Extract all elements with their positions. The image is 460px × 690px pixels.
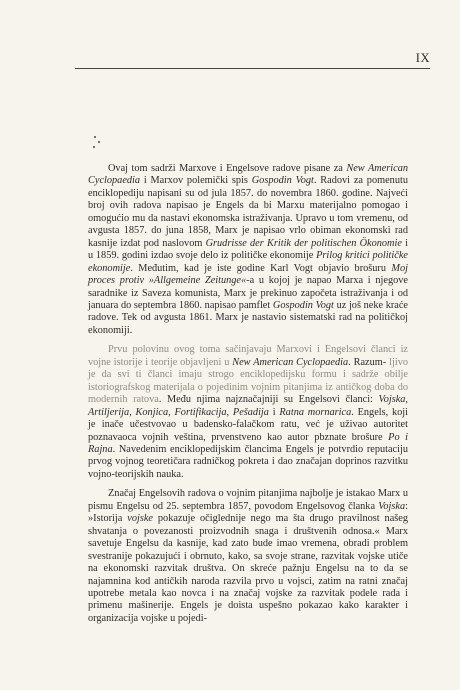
speck [94, 136, 96, 138]
text-run: i Marxov polemički spis [140, 175, 252, 187]
faded-text-run: ljivo je da svi ti članci imaju strogo enciklopedijsku formu i sadrže obilje istoriografskog materijala o pojedinim vojnim pitanjima iz antičkog doba do modernih ratova [88, 356, 408, 406]
italic-run: vojske [127, 513, 153, 525]
text-run: Značaj Engelsovih radova o vojnim pitanjima najbolje je istakao Marx u pismu Engelsu od 25. septembra 1857, povodom Engelsovog članka [88, 488, 408, 512]
faded-text-run: Prvu polovinu ovog toma sačinjavaju Marxovi i Engelsovi članci iz vojne istorije i teorije objavljeni u [88, 344, 408, 368]
text-run: uz još neke kraće radove. Tek od avgusta 1861. Marx je nastavio sistematski rad na političkoj ekonomiji. [88, 299, 408, 336]
italic-run: Grudrisse der Kritik der politischen Ökonomie [205, 237, 402, 249]
italic-run: Moj proces protiv »Allgemeine Zeitunge« [88, 262, 408, 287]
paragraph-2 [88, 344, 408, 481]
italic-run: New American Cyclopaedia [232, 356, 349, 368]
italic-run: Gospodin Vogt [272, 299, 334, 311]
paragraph-3 [88, 488, 408, 625]
text-run: : »Istorija [88, 500, 408, 525]
speck [93, 146, 95, 148]
text-run: . Razum- [348, 356, 387, 368]
text-run: pokazuje očiglednije nego ma šta drugo pravilnost našeg shvatanja o povezanosti proizvodnih snaga i društvenih odnosa.« Marx savetuje Engelsu da kasnije, kad zato bude imao vremena, obradi problem svestranije pokazujući i obrnuto, kako, sa svoje strane, razvitak vojske utiče na ekonomski razvitak društva. On skreće pažnju Engelsu na to da se najamnina kod antičkih naroda razvila prvo u vojsci, zatim na ratni značaj upotrebe metala kao novca i na značaj vojske za razvitak podele rada i primenu mašinerije. Engels je doista uspešno pokazao kako karakter i organizacija vojske u pojedi- [88, 513, 408, 624]
text-run: i [268, 406, 280, 418]
text-run: i u 1859. godini izdao svoje delo iz političke ekonomije [88, 237, 409, 262]
italic-run: Po i Rajna [88, 431, 409, 455]
body-text [88, 163, 408, 625]
page-number: IX [415, 51, 430, 65]
italic-run: Vojska, Artiljerija, Konjica, Fortifikacija, Pešadija [88, 394, 409, 418]
italic-run: Ratna mornarica [279, 406, 352, 418]
italic-run: Vojska [378, 500, 406, 512]
paragraph-1 [88, 163, 408, 337]
header-rule [75, 68, 430, 69]
text-run: . Navedenim enciklopedijskim člancima Engels je potvrdio reputaciju prvog vojnog teoretičara radničkog pokreta i dao značajan doprinos razvitku vojno-teorijskih nauka. [88, 443, 408, 480]
text-run: Ovaj tom sadrži Marxove i Engelsove radove pisane za [108, 163, 347, 174]
italic-run: New American Cyclopaedia [88, 163, 408, 187]
text-run: . Radovi za pomenutu enciklopediju napisani su od jula 1857. do novembra 1860. godine. Najveći broj ovih radova napisao je Engels da bi Marxu materijalno pomogao i omogućio mu da nastavi ekonomska istraživanja. Upravo u tom vremenu, od avgusta 1857. do juna 1858, Marx je napisao vrlo obiman ekonomski rad kasnije izdat pod naslovom [88, 175, 408, 249]
text-run: -a u kojoj je napao Marxa i njegove saradnike iz Saveza komunista, Marx je prekinuo započeta istraživanja i od januara do septembra 1860. napisao pamflet [88, 275, 408, 311]
italic-run: Gospodin Vogt [251, 175, 314, 187]
italic-run: Prilog kritici političke ekonomije [88, 250, 408, 274]
text-run: . Među njima najznačajniji su Engelsovi članci: [158, 394, 379, 406]
text-run: . Međutim, kad je iste godine Karl Vogt objavio brošuru [130, 262, 392, 274]
speck [98, 141, 100, 143]
text-run: . Engels, koji je inače učestvovao u badensko-falačkom ratu, već je uživao autoritet poznavaoca vojnih veština, prvenstveno kao autor pbznate brošure [88, 406, 409, 443]
